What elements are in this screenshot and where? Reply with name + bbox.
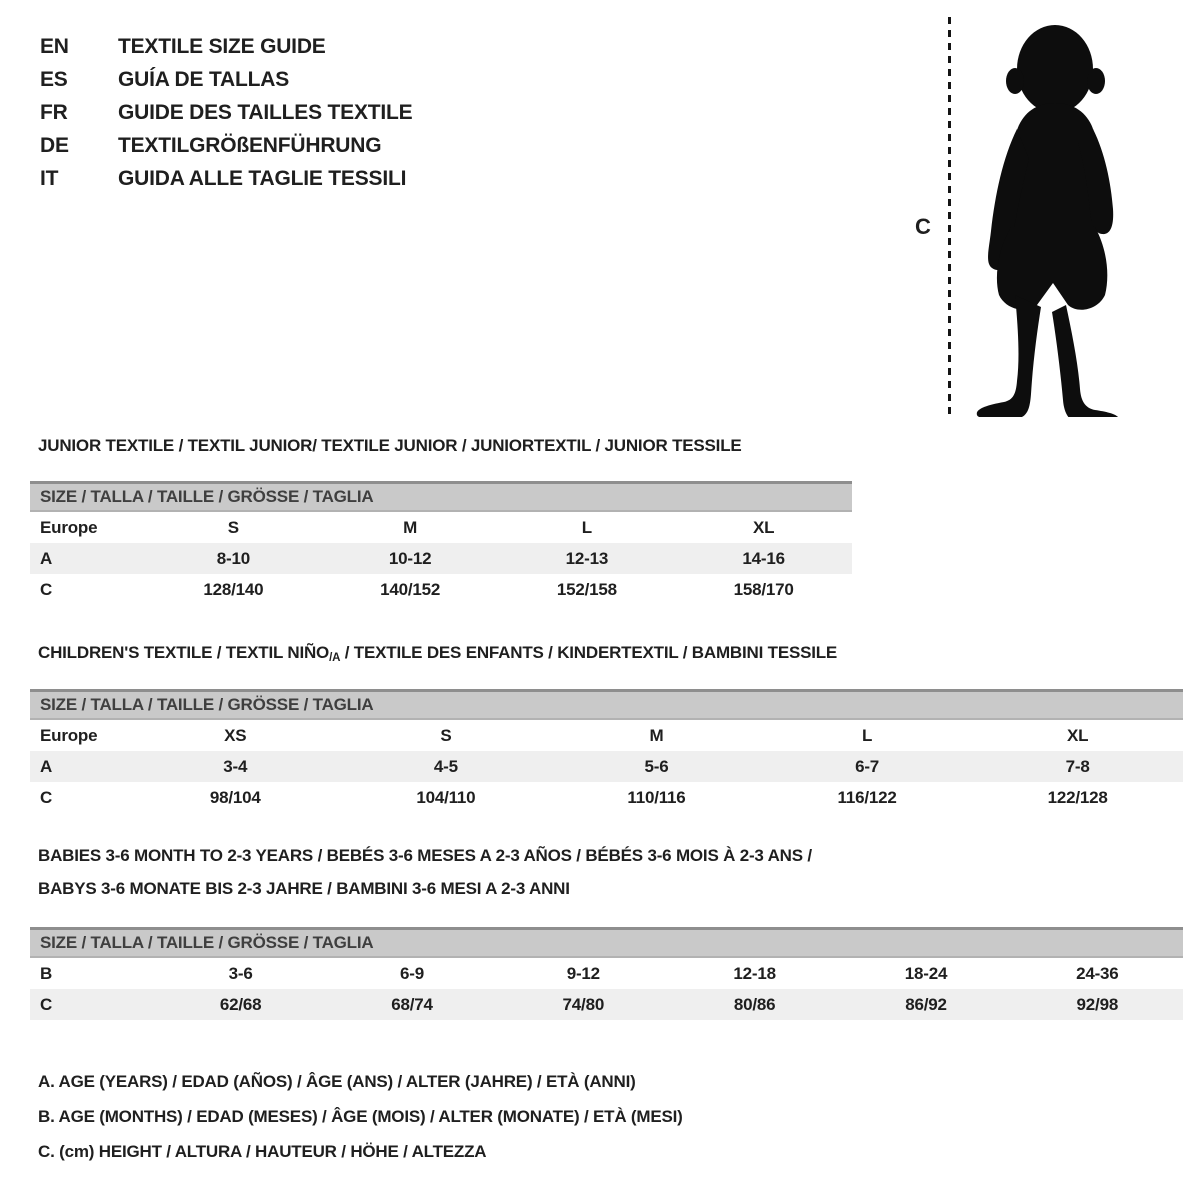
height-cell: 74/80: [562, 994, 605, 1014]
babies-table-rows: [30, 958, 1183, 1020]
guide-title-fr: GUIDE DES TAILLES TEXTILE: [118, 100, 413, 124]
size-header-bar: [30, 689, 1183, 720]
size-cell: M: [403, 517, 418, 537]
row-label: Europe: [40, 725, 98, 745]
language-row-de: [40, 129, 412, 162]
age-cell: 12-13: [565, 548, 609, 568]
height-cell: 158/170: [733, 579, 794, 599]
height-cell: 122/128: [1047, 787, 1108, 807]
row-label: A: [40, 756, 53, 776]
age-cell: 7-8: [1065, 756, 1090, 776]
height-cell: 152/158: [556, 579, 617, 599]
children-size-table: [30, 689, 1183, 813]
language-row-it: [40, 162, 412, 195]
table-row-height: [30, 574, 852, 605]
junior-size-table: [30, 481, 852, 605]
language-code: EN: [40, 34, 69, 58]
age-cell: 6-7: [855, 756, 880, 776]
months-cell: 18-24: [904, 963, 948, 983]
legend-footnotes: [38, 1064, 683, 1169]
size-cell: S: [440, 725, 452, 745]
row-label: C: [40, 787, 53, 807]
language-code: FR: [40, 100, 68, 124]
size-header-label: SIZE / TALLA / TAILLE / GRÖSSE / TAGLIA: [40, 695, 374, 714]
height-cell: 128/140: [203, 579, 264, 599]
language-row-fr: [40, 96, 412, 129]
height-measure-label: C: [915, 214, 931, 239]
babies-size-table: [30, 927, 1183, 1020]
language-code: DE: [40, 133, 69, 157]
footnote-age-years: A. AGE (YEARS) / EDAD (AÑOS) / ÂGE (ANS) / ALTER (JAHRE) / ETÀ (ANNI): [38, 1071, 636, 1091]
table-row-height: [30, 989, 1183, 1020]
junior-table-rows: [30, 512, 852, 605]
guide-title-en: TEXTILE SIZE GUIDE: [118, 34, 326, 58]
height-cell: 116/122: [837, 787, 897, 807]
guide-title-es: GUÍA DE TALLAS: [118, 67, 290, 91]
language-code: ES: [40, 67, 68, 91]
age-cell: 8-10: [216, 548, 250, 568]
table-row-europe: [30, 512, 852, 543]
footnote-height-cm: C. (cm) HEIGHT / ALTURA / HAUTEUR / HÖHE / ALTEZZA: [38, 1141, 487, 1161]
height-cell: 62/68: [219, 994, 262, 1014]
row-label: B: [40, 963, 53, 983]
toddler-figure: [905, 12, 1155, 420]
height-dashed-line: [948, 17, 951, 415]
size-header-label: SIZE / TALLA / TAILLE / GRÖSSE / TAGLIA: [40, 933, 374, 952]
height-cell: 140/152: [380, 579, 441, 599]
children-section-title: [38, 643, 837, 664]
language-row-es: [40, 63, 412, 96]
months-cell: 24-36: [1076, 963, 1119, 983]
children-title-sub: /A: [329, 651, 341, 664]
children-table-rows: [30, 720, 1183, 813]
size-header-bar: [30, 481, 852, 512]
height-cell: 110/116: [627, 787, 686, 807]
language-code: IT: [40, 166, 59, 190]
months-cell: 12-18: [733, 963, 776, 983]
guide-title-it: GUIDA ALLE TAGLIE TESSILI: [118, 166, 407, 190]
language-title-list: [40, 30, 412, 195]
row-label: Europe: [40, 517, 98, 537]
babies-section-title-line2: BABYS 3-6 MONATE BIS 2-3 JAHRE / BAMBINI 3-6 MESI A 2-3 ANNI: [38, 879, 570, 898]
junior-section-title: JUNIOR TEXTILE / TEXTIL JUNIOR/ TEXTILE JUNIOR / JUNIORTEXTIL / JUNIOR TESSILE: [38, 436, 742, 455]
height-cell: 104/110: [416, 787, 476, 807]
size-cell: XS: [224, 725, 247, 745]
size-cell: XL: [1067, 725, 1089, 745]
language-row-en: [40, 30, 412, 63]
height-cell: 86/92: [905, 994, 947, 1014]
age-cell: 14-16: [742, 548, 785, 568]
row-label: C: [40, 579, 53, 599]
months-cell: 9-12: [566, 963, 600, 983]
table-row-europe: [30, 720, 1183, 751]
height-cell: 80/86: [733, 994, 776, 1014]
children-title-text: CHILDREN'S TEXTILE / TEXTIL NIÑO: [38, 643, 330, 662]
size-cell: L: [581, 517, 592, 537]
height-cell: 98/104: [209, 787, 261, 807]
footnote-age-months: B. AGE (MONTHS) / EDAD (MESES) / ÂGE (MOIS) / ALTER (MONATE) / ETÀ (MESI): [38, 1106, 683, 1126]
age-cell: 5-6: [644, 756, 669, 776]
height-cell: 92/98: [1076, 994, 1119, 1014]
table-row-height: [30, 782, 1183, 813]
row-label: A: [40, 548, 53, 568]
size-cell: L: [861, 725, 873, 745]
age-cell: 4-5: [433, 756, 458, 776]
age-cell: 3-4: [223, 756, 248, 776]
babies-section-title-line1: BABIES 3-6 MONTH TO 2-3 YEARS / BEBÉS 3-6 MESES A 2-3 AÑOS / BÉBÉS 3-6 MOIS À 2-3 ANS /: [38, 846, 812, 865]
height-cell: 68/74: [391, 994, 433, 1014]
months-cell: 6-9: [400, 963, 424, 983]
size-cell: XL: [752, 517, 775, 537]
months-cell: 3-6: [228, 963, 253, 983]
table-row-age: [30, 751, 1183, 782]
row-label: C: [40, 994, 53, 1014]
table-row-months: [30, 958, 1183, 989]
table-row-age: [30, 543, 852, 574]
size-header-label: SIZE / TALLA / TAILLE / GRÖSSE / TAGLIA: [40, 487, 374, 506]
guide-title-de: TEXTILGRÖßENFÜHRUNG: [118, 133, 382, 157]
children-title-text: / TEXTILE DES ENFANTS / KINDERTEXTIL / BAMBINI TESSILE: [340, 643, 838, 662]
toddler-silhouette-icon: [965, 17, 1135, 417]
size-cell: S: [227, 517, 239, 537]
age-cell: 10-12: [388, 548, 432, 568]
size-cell: M: [649, 725, 664, 745]
size-header-bar: [30, 927, 1183, 958]
